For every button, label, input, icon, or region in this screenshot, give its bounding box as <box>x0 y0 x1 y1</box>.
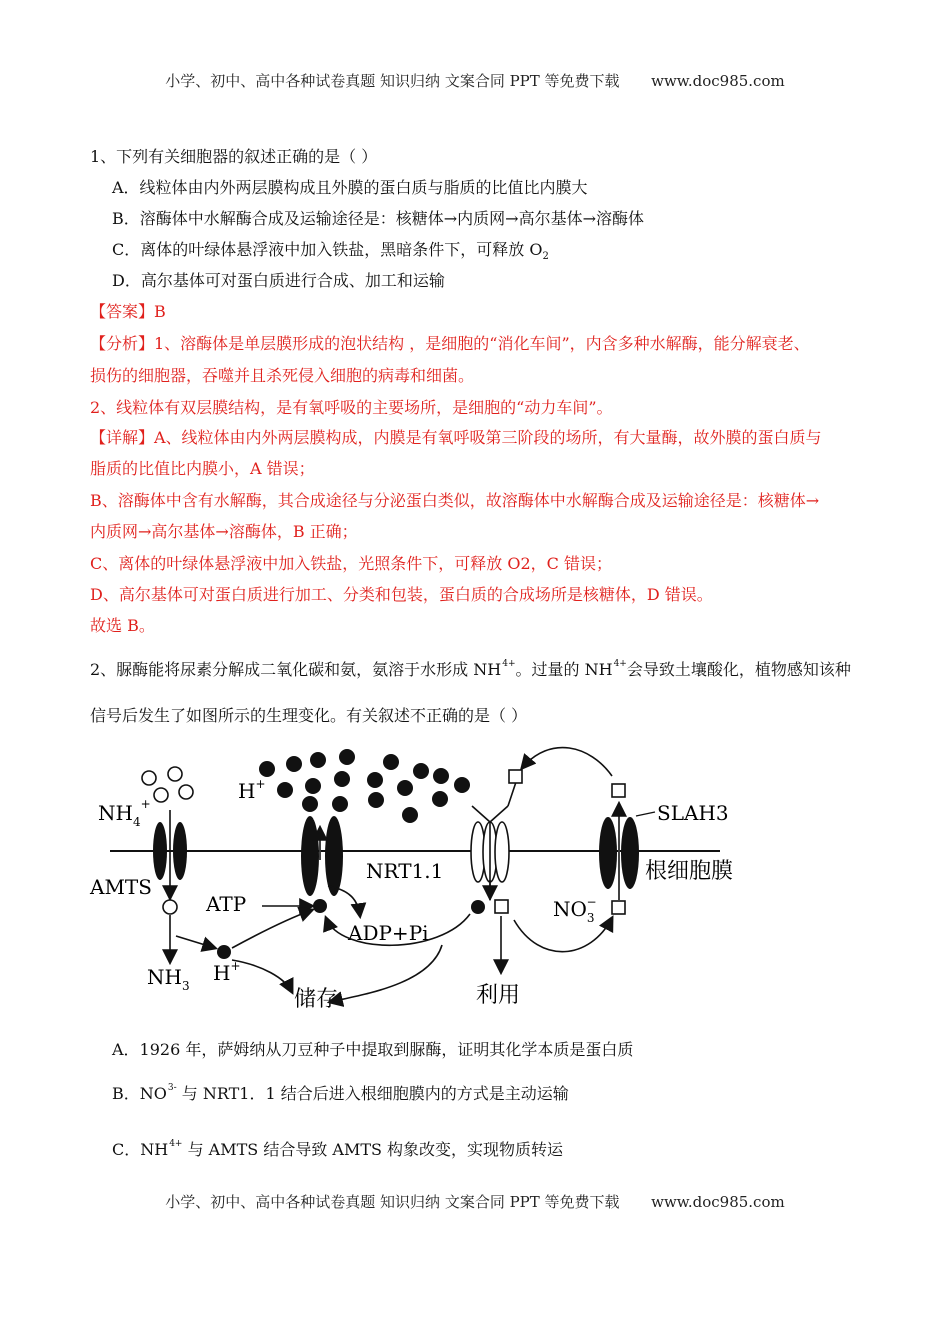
nh4-label: $NH_4^+$ <box>98 797 151 829</box>
header-site[interactable]: www.doc985.com <box>651 72 785 90</box>
no3-label: $NO_3-$ <box>553 895 597 925</box>
q2-option-a: A．1926 年，萨姆纳从刀豆种子中提取到脲酶，证明其化学本质是蛋白质 <box>112 1040 634 1059</box>
q1-option-c: C．离体的叶绿体悬浮液中加入铁盐，黑暗条件下，可释放 $O_2$ <box>112 240 549 262</box>
slah3-label: SLAH3 <box>657 801 729 825</box>
q1-analysis-3: 2、线粒体有双层膜结构，是有氧呼吸的主要场所，是细胞的“动力车间”。 <box>90 398 613 417</box>
footer-site[interactable]: www.doc985.com <box>651 1193 785 1211</box>
q1-option-d: D．高尔基体可对蛋白质进行合成、加工和运输 <box>112 271 445 290</box>
q1-detail-7: 故选 B。 <box>90 616 155 635</box>
no3-inside-nrt <box>495 900 508 913</box>
h-inside-nrt <box>471 900 485 914</box>
membrane-transport-diagram <box>0 740 950 1020</box>
q1-detail-4: 内质网→高尔基体→溶酶体，B 正确； <box>90 522 358 541</box>
no3-outside <box>509 770 522 783</box>
q1-option-b: B．溶酶体中水解酶合成及运输途径是：核糖体→内质网→高尔基体→溶酶体 <box>112 209 644 228</box>
membrane-label: 根细胞膜 <box>645 859 734 884</box>
q1-detail-3: B、溶酶体中含有水解酶，其合成途径与分泌蛋白类似，故溶酶体中水解酶合成及运输途径是：核糖体→ <box>90 491 820 510</box>
h-plus-bottom-label: H+ <box>213 959 241 985</box>
page-header <box>0 70 950 91</box>
h-inside-pump <box>313 899 327 913</box>
q1-analysis-1: 【分析】1、溶酶体是单层膜形成的泡状结构 ，是细胞的“消化车间”，内含多种水解酶，能分解衰老、 <box>90 334 810 353</box>
q1-answer: 【答案】B <box>90 302 166 321</box>
q1-detail-2: 脂质的比值比内膜小，A 错误； <box>90 459 315 478</box>
page-footer <box>0 1191 950 1212</box>
amts-label: AMTS <box>90 875 152 899</box>
q1-stem: 1、下列有关细胞器的叙述正确的是（ ） <box>90 147 378 166</box>
storage-label: 储存 <box>294 987 339 1012</box>
nrt-label: NRT1.1 <box>366 859 444 883</box>
q2-option-b: B．$NO^{3-}$ 与 NRT1．1 结合后进入根细胞膜内的方式是主动运输 <box>112 1083 569 1103</box>
nh3-label: $NH_3$ <box>147 965 190 993</box>
q2-stem-line2: 信号后发生了如图所示的生理变化。有关叙述不正确的是（ ） <box>90 706 528 725</box>
use-label: 利用 <box>476 983 521 1008</box>
q1-analysis-2: 损伤的细胞器，吞噬并且杀死侵入细胞的病毒和细菌。 <box>90 366 475 385</box>
q1-detail-5: C、离体的叶绿体悬浮液中加入铁盐，光照条件下，可释放 O2，C 错误； <box>90 554 612 573</box>
h-ions-outside <box>259 749 470 823</box>
q1-detail-1: 【详解】A、线粒体由内外两层膜构成，内膜是有氧呼吸第三阶段的场所，有大量酶，故外膜的蛋白质与 <box>90 428 822 447</box>
no3-inside-slah <box>612 901 625 914</box>
q1-option-a: A．线粒体由内外两层膜构成且外膜的蛋白质与脂质的比值比内膜大 <box>112 178 588 197</box>
adp-label: ADP+Pi <box>348 921 429 945</box>
h-pump <box>301 816 343 896</box>
q1-detail-6: D、高尔基体可对蛋白质进行加工、分类和包装，蛋白质的合成场所是核糖体，D 错误。 <box>90 585 713 604</box>
no3-outside-slah <box>612 784 625 797</box>
h-inside <box>217 945 231 959</box>
nh4-inside <box>163 900 177 914</box>
header-text: 小学、初中、高中各种试卷真题 知识归纳 文案合同 PPT 等免费下载 <box>165 72 620 90</box>
q2-stem-line1: 2、脲酶能将尿素分解成二氧化碳和氨，氨溶于水形成 $NH^{4+}$。过量的 $NH^{4+}$会导致土壤酸化，植物感知该种 <box>90 659 851 679</box>
q2-option-c: C．$NH^{4+}$ 与 AMTS 结合导致 AMTS 构象改变，实现物质转运 <box>112 1139 564 1159</box>
h-plus-top-label: H+ <box>238 777 266 803</box>
footer-text: 小学、初中、高中各种试卷真题 知识归纳 文案合同 PPT 等免费下载 <box>165 1193 620 1211</box>
atp-label: ATP <box>206 892 247 916</box>
